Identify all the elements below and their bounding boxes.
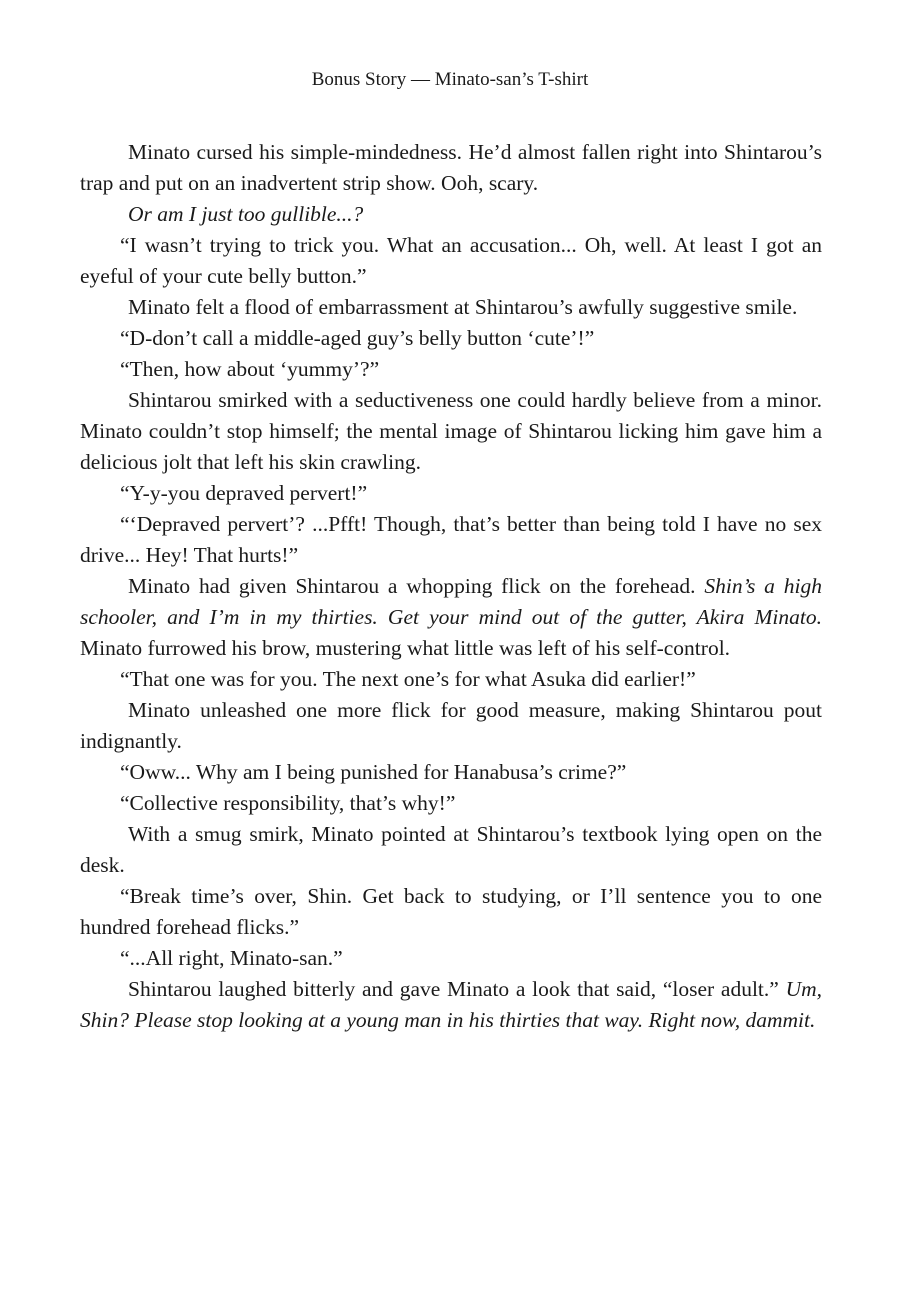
paragraph-dialogue: “Break time’s over, Shin. Get back to studying, or I’ll sentence you to one hundred forehead flicks.”	[80, 884, 822, 939]
paragraph-thought: Or am I just too gullible...?	[128, 202, 364, 226]
running-head: Bonus Story — Minato-san’s T-shirt	[311, 69, 589, 90]
paragraph-dialogue: “‘Depraved pervert’? ...Pfft! Though, that’s better than being told I have no sex drive... Hey! That hurts!”	[80, 512, 822, 567]
paragraph-dialogue: “...All right, Minato-san.”	[120, 946, 343, 970]
paragraph: Minato cursed his simple-mindedness. He’d almost fallen right into Shintarou’s trap and put on an inadvertent strip show. Ooh, scary.	[80, 140, 822, 195]
paragraph-dialogue: “Then, how about ‘yummy’?”	[120, 357, 380, 381]
paragraph-dialogue: “Oww... Why am I being punished for Hanabusa’s crime?”	[120, 760, 627, 784]
paragraph-dialogue: “That one was for you. The next one’s for what Asuka did earlier!”	[120, 667, 696, 691]
paragraph-dialogue: “I wasn’t trying to trick you. What an accusation... Oh, well. At least I got an eyeful of your cute belly button.”	[80, 233, 822, 288]
paragraph: Shintarou smirked with a seductiveness one could hardly believe from a minor. Minato couldn’t stop himself; the mental image of Shintarou licking him gave him a delicious jolt that left his skin crawling.	[80, 388, 822, 474]
paragraph-dialogue: “Y-y-you depraved pervert!”	[120, 481, 368, 505]
paragraph: Shintarou laughed bitterly and gave Minato a look that said, “loser adult.” Um, Shin? Please stop looking at a young man in his thirties that way. Right now, dammit.	[80, 977, 822, 1032]
paragraph-dialogue: “Collective responsibility, that’s why!”	[120, 791, 456, 815]
paragraph: Minato unleashed one more flick for good measure, making Shintarou pout indignantly.	[80, 698, 822, 753]
paragraph: With a smug smirk, Minato pointed at Shintarou’s textbook lying open on the desk.	[80, 822, 822, 877]
paragraph-dialogue: “D-don’t call a middle-aged guy’s belly button ‘cute’!”	[120, 326, 595, 350]
story-text	[80, 137, 822, 1036]
paragraph: Minato had given Shintarou a whopping flick on the forehead. Shin’s a high schooler, and I’m in my thirties. Get your mind out of the gutter, Akira Minato. Minato furrowed his brow, mustering what little was left of his self-control.	[80, 574, 823, 660]
paragraph: Minato felt a flood of embarrassment at Shintarou’s awfully suggestive smile.	[128, 295, 798, 319]
